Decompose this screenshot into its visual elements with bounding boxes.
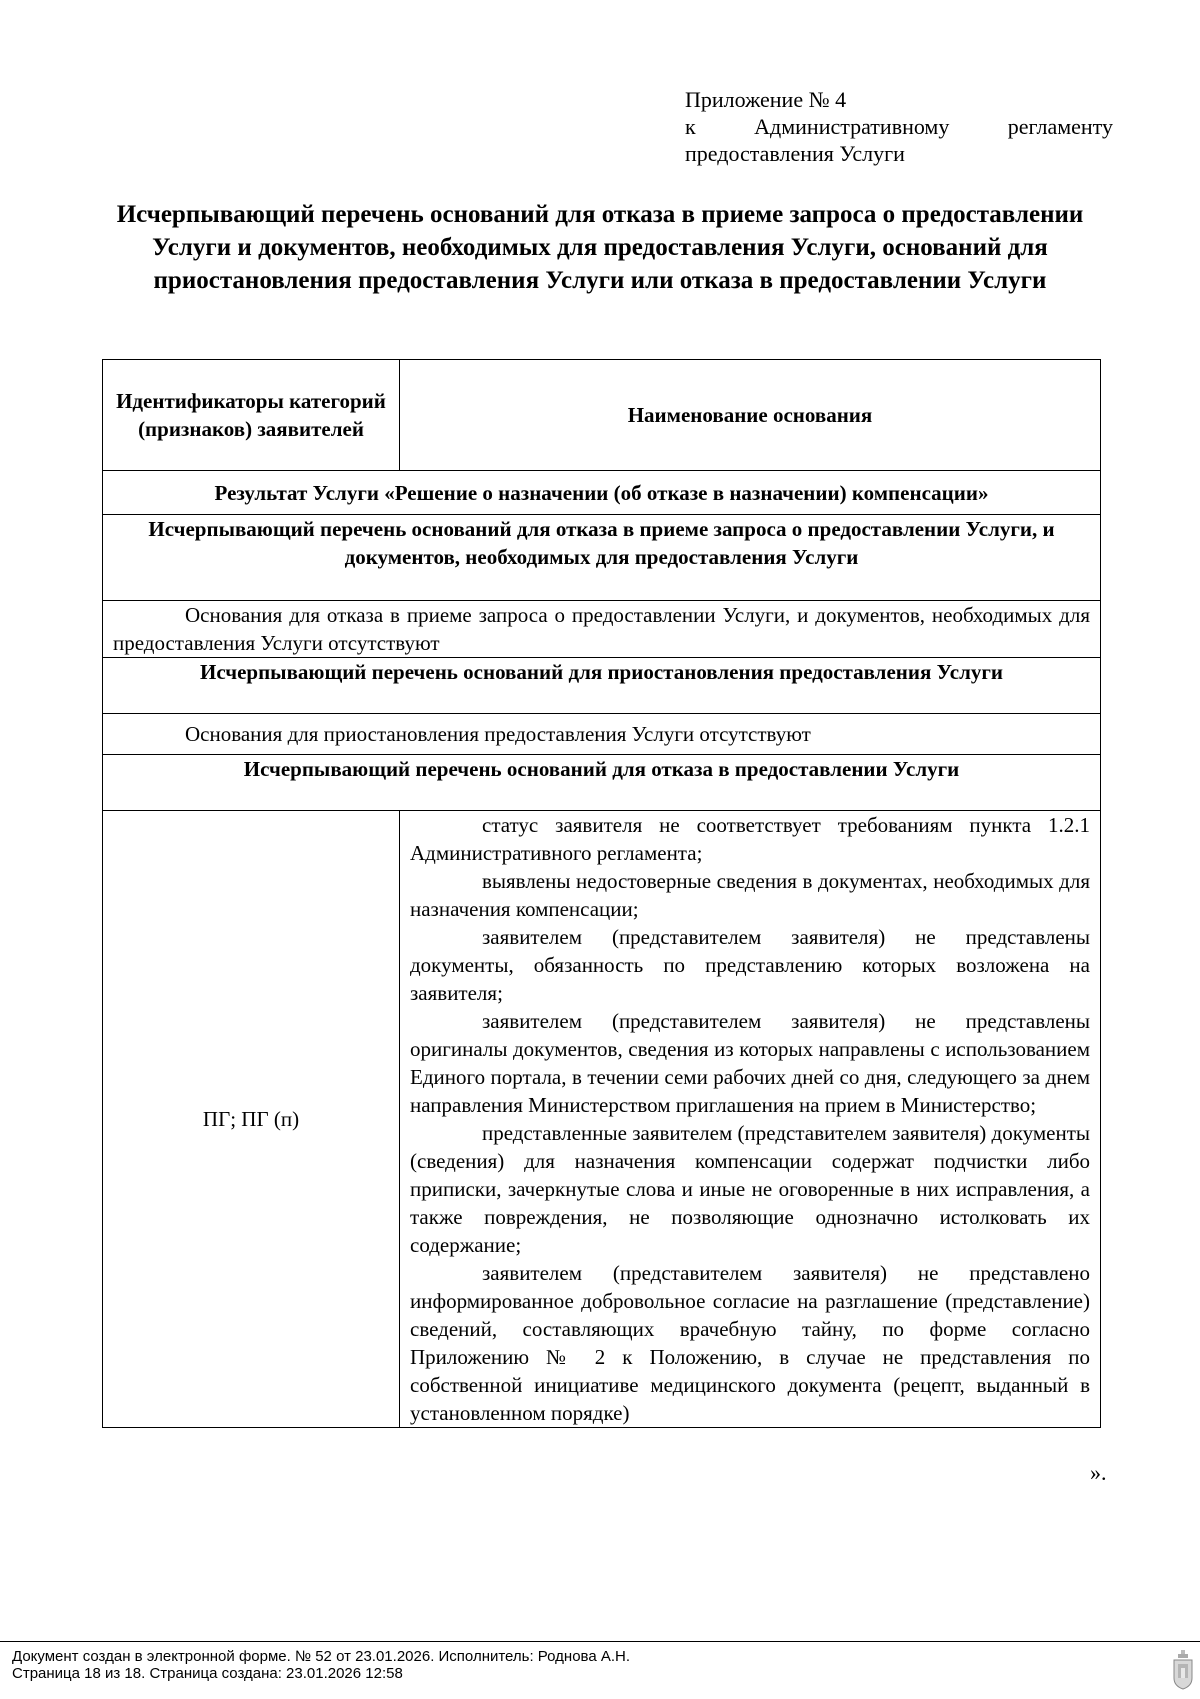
reason-item: представленные заявителем (представителем заявителя) документы (сведения) для назначения компенсации содержат подчистки либо приписки, зачеркнутые слова и иные не оговоренные в них исправления, а также повреждения, не позволяющие однозначно истолковать их содержание; bbox=[410, 1121, 1090, 1257]
section-title-refusal-acceptance: Исчерпывающий перечень оснований для отказа в приеме запроса о предоставлении Услуги, и документов, необходимых для предоставления Услуги bbox=[103, 515, 1101, 601]
appendix-reference bbox=[685, 113, 1113, 140]
appendix-number: Приложение № 4 bbox=[685, 87, 847, 112]
refusal-reasons bbox=[400, 811, 1101, 1428]
appendix-subject: предоставления Услуги bbox=[685, 141, 905, 166]
applicant-category: ПГ; ПГ (п) bbox=[103, 811, 400, 1428]
reason-item: заявителем (представителем заявителя) не представлено информированное добровольное согласие на разглашение (представление) сведений, составляющих врачебную тайну, по форме согласно Приложению № 2 к Положению, в случае не представления по собственной инициативе медицинского документа (рецепт, выданный в установленном порядке) bbox=[410, 1261, 1090, 1425]
reason-item: статус заявителя не соответствует требованиям пункта 1.2.1 Административного регламента; bbox=[410, 813, 1090, 865]
coat-of-arms-icon bbox=[1172, 1650, 1194, 1690]
table-row bbox=[103, 471, 1101, 515]
appendix-word: регламенту bbox=[1007, 114, 1113, 139]
appendix-header bbox=[685, 86, 1113, 167]
reason-item: заявителем (представителем заявителя) не представлены документы, обязанность по представлению которых возложена на заявителя; bbox=[410, 925, 1090, 1005]
column-header-name: Наименование основания bbox=[400, 360, 1101, 471]
document-footer bbox=[0, 1641, 1200, 1699]
table-row bbox=[103, 515, 1101, 601]
appendix-word: Административному bbox=[754, 114, 950, 139]
section-title-refusal-service: Исчерпывающий перечень оснований для отказа в предоставлении Услуги bbox=[103, 755, 1101, 811]
table-row bbox=[103, 658, 1101, 714]
footer-document-info: Документ создан в электронной форме. № 52 от 23.01.2026. Исполнитель: Роднова А.Н. bbox=[12, 1648, 631, 1665]
table-header-row bbox=[103, 360, 1101, 471]
table-row bbox=[103, 755, 1101, 811]
table-row bbox=[103, 601, 1101, 658]
reason-item: выявлены недостоверные сведения в документах, необходимых для назначения компенсации; bbox=[410, 869, 1090, 921]
closing-quote-mark: ». bbox=[1090, 1460, 1107, 1485]
document-title: Исчерпывающий перечень оснований для отказа в приеме запроса о предоставлении Услуги и документов, необходимых для предоставления Услуги, оснований для приостановления предоставления Услуги или отказа в предоставлении Услуги bbox=[116, 201, 1084, 294]
reason-item: заявителем (представителем заявителя) не представлены оригиналы документов, сведения из которых направлены с использованием Единого портала, в течении семи рабочих дней со дня, следующего за днем направления Министерством приглашения на прием в Министерство; bbox=[410, 1009, 1090, 1117]
section-text-suspension: Основания для приостановления предоставления Услуги отсутствуют bbox=[103, 714, 1101, 755]
result-row: Результат Услуги «Решение о назначении (об отказе в назначении) компенсации» bbox=[103, 471, 1101, 515]
table-row bbox=[103, 714, 1101, 755]
footer-text bbox=[12, 1648, 630, 1682]
table-row bbox=[103, 811, 1101, 1428]
column-header-identifiers: Идентификаторы категорий (признаков) заявителей bbox=[103, 360, 400, 471]
section-text-refusal-acceptance: Основания для отказа в приеме запроса о предоставлении Услуги, и документов, необходимых для предоставления Услуги отсутствуют bbox=[103, 601, 1101, 658]
grounds-table bbox=[102, 359, 1101, 1428]
appendix-word: к bbox=[685, 114, 696, 139]
footer-page-info: Страница 18 из 18. Страница создана: 23.01.2026 12:58 bbox=[12, 1665, 403, 1682]
section-title-suspension: Исчерпывающий перечень оснований для приостановления предоставления Услуги bbox=[103, 658, 1101, 714]
